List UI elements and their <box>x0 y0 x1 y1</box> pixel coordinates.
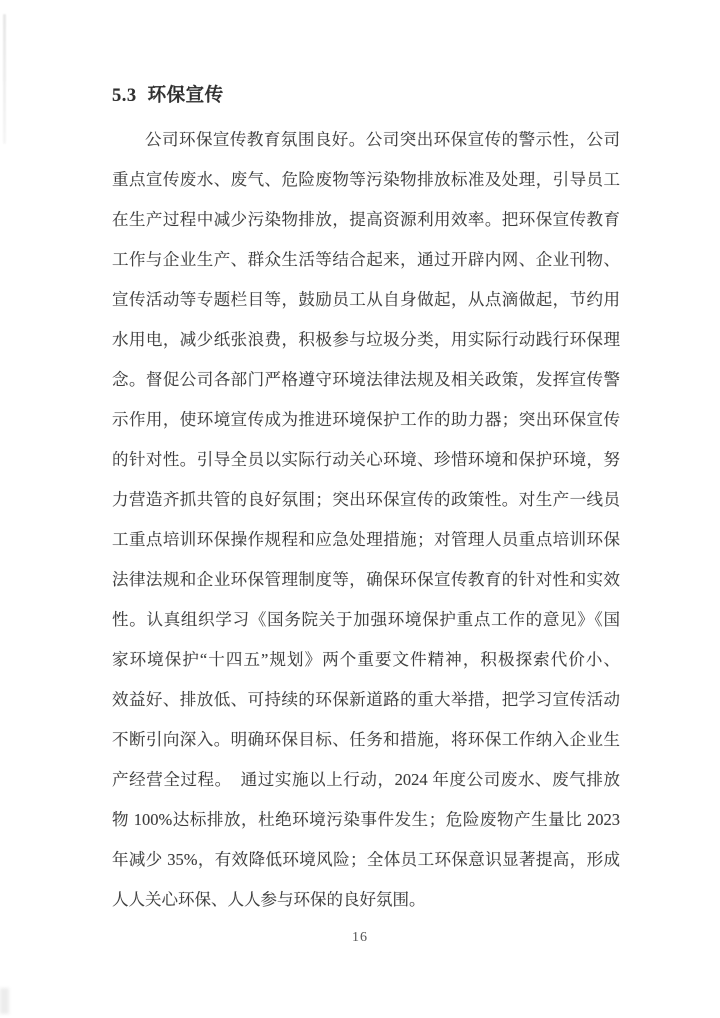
section-number: 5.3 <box>112 86 137 106</box>
text-line: 重点宣传废水、废气、危险废物等污染物排放标准及处理，引导员工 <box>112 170 620 189</box>
section-title: 环保宣传 <box>147 86 224 106</box>
text-line: 产经营全过程。 通过实施以上行动，2024 年度公司废水、废气排放 <box>112 770 620 789</box>
text-line: 水用电，减少纸张浪费，积极参与垃圾分类，用实际行动践行环保理 <box>112 330 620 349</box>
body-paragraph <box>112 120 620 920</box>
text-line: 力营造齐抓共管的良好氛围；突出环保宣传的政策性。对生产一线员 <box>112 490 620 509</box>
text-line: 的针对性。引导全员以实际行动关心环境、珍惜环境和保护环境，努 <box>112 450 620 469</box>
section-heading <box>112 84 224 108</box>
text-line: 示作用，使环境宣传成为推进环境保护工作的助力器；突出环保宣传 <box>112 410 620 429</box>
text-line: 效益好、排放低、可持续的环保新道路的重大举措，把学习宣传活动 <box>112 690 620 709</box>
text-line: 工重点培训环保操作规程和应急处理措施；对管理人员重点培训环保 <box>112 530 620 549</box>
text-line: 在生产过程中减少污染物排放，提高资源利用效率。把环保宣传教育 <box>112 210 620 229</box>
text-line: 物 100%达标排放，杜绝环境污染事件发生；危险废物产生量比 2023 <box>112 810 620 829</box>
scan-edge-artifact <box>3 14 6 144</box>
text-line: 性。认真组织学习《国务院关于加强环境保护重点工作的意见》《国 <box>112 610 620 629</box>
text-line: 年减少 35%，有效降低环境风险；全体员工环保意识显著提高，形成 <box>112 850 620 869</box>
text-line: 宣传活动等专题栏目等，鼓励员工从自身做起，从点滴做起，节约用 <box>112 290 620 309</box>
text-line: 家环境保护“十四五”规划》两个重要文件精神，积极探索代价小、 <box>112 650 620 669</box>
text-line: 不断引向深入。明确环保目标、任务和措施，将环保工作纳入企业生 <box>112 730 620 749</box>
text-line: 法律法规和企业环保管理制度等，确保环保宣传教育的针对性和实效 <box>112 570 620 589</box>
text-line: 人人关心环保、人人参与环保的良好氛围。 <box>112 890 426 909</box>
text-line: 工作与企业生产、群众生活等结合起来，通过开辟内网、企业刊物、 <box>112 250 620 269</box>
page-number: 16 <box>352 930 368 945</box>
text-line: 念。督促公司各部门严格遵守环境法律法规及相关政策，发挥宣传警 <box>112 370 620 389</box>
scan-smudge-artifact <box>0 988 9 1014</box>
text-line: 公司环保宣传教育氛围良好。公司突出环保宣传的警示性，公司 <box>145 130 620 149</box>
